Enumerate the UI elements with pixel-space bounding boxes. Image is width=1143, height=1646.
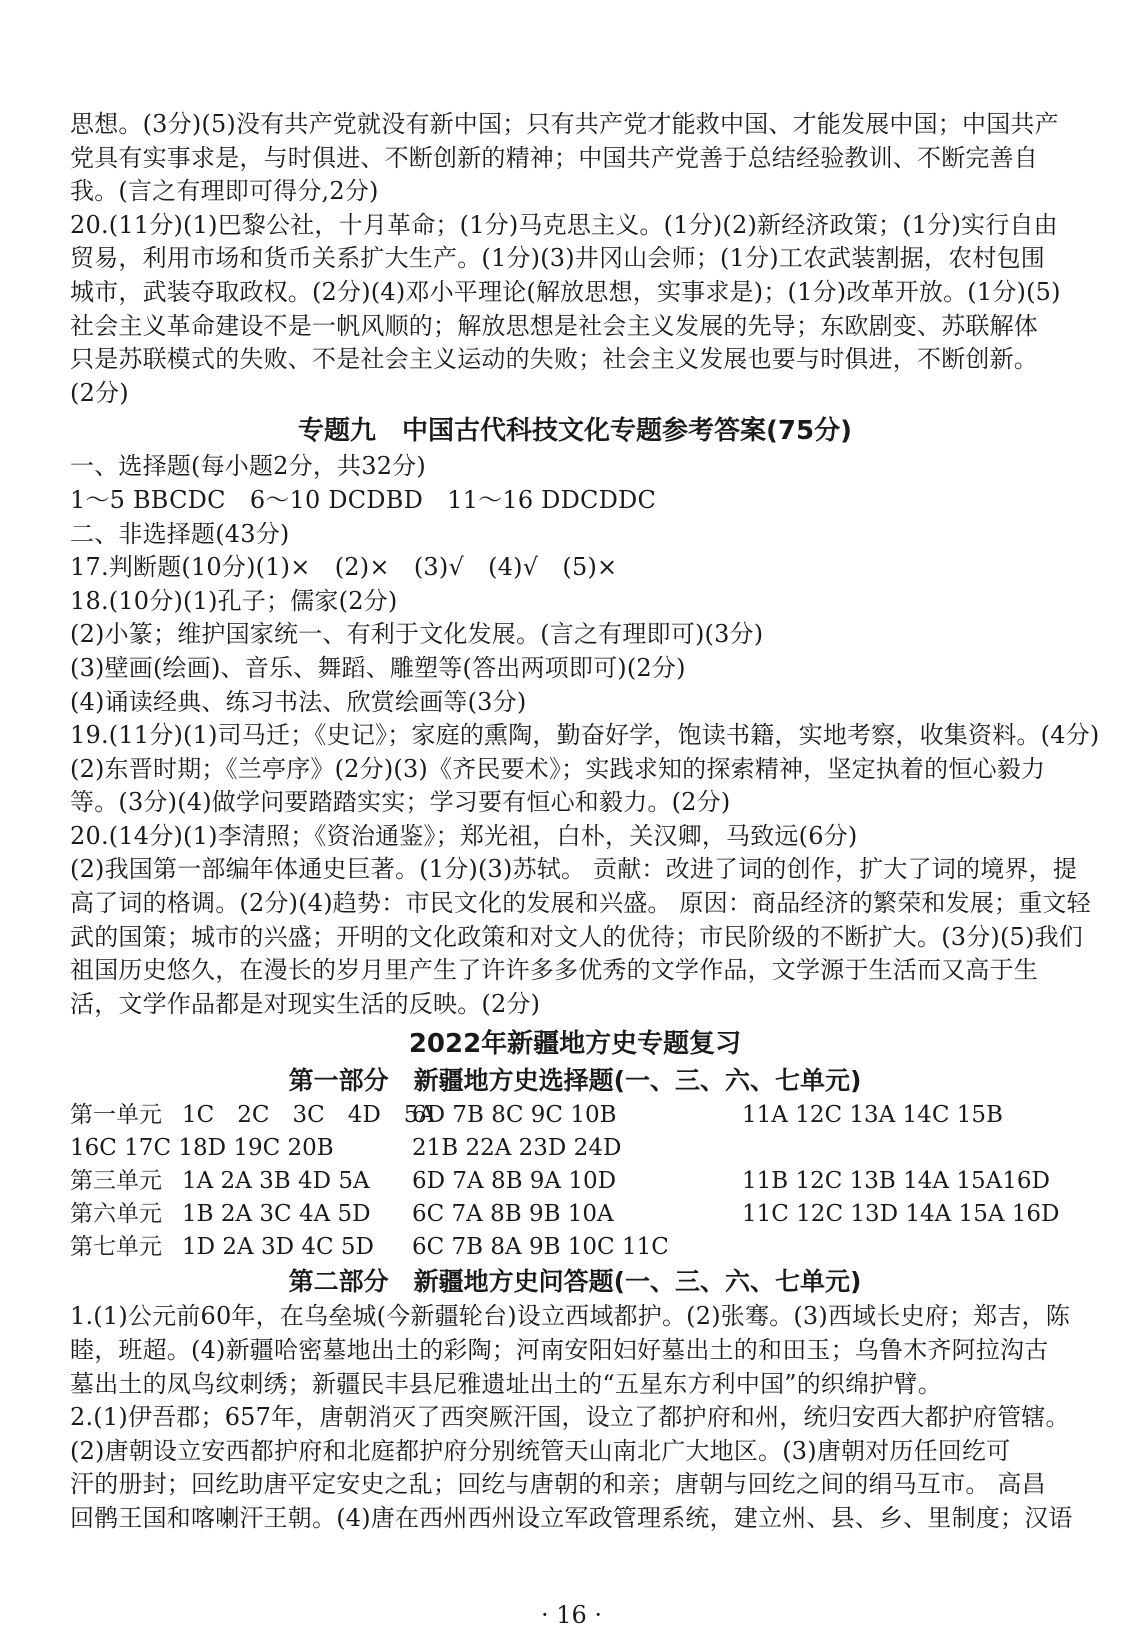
main-title: 2022年新疆地方史专题复习 — [408, 1029, 742, 1060]
text-line: 我。(言之有理即可得分,2分) — [70, 177, 379, 206]
answer-cell: 11B 12C 13B 14A 15A16D — [742, 1168, 1050, 1195]
answer-row — [70, 1132, 1080, 1165]
text-line: (2)小篆；维护国家统一、有利于文化发展。(言之有理即可)(3分) — [70, 620, 764, 649]
answer-cell: 21B 22A 23D 24D — [412, 1135, 622, 1162]
answer-cell: 第六单元 — [70, 1201, 162, 1228]
page-number: · 16 · — [540, 1601, 603, 1629]
text-line: 20.(14分)(1)李清照；《资治通鉴》；郑光祖，白朴，关汉卿，马致远(6分) — [70, 821, 858, 850]
answer-cell: 1B 2A 3C 4A 5D — [182, 1201, 371, 1228]
text-line: 1～5 BBCDC 6～10 DCDBD 11～16 DDCDDC — [70, 485, 657, 514]
answer-block-bottom — [70, 1300, 1080, 1535]
text-line: 党具有实事求是，与时俱进、不断创新的精神；中国共产党善于总结经验教训、不断完善自 — [70, 143, 1038, 172]
text-line: 二、非选择题(43分) — [70, 519, 290, 548]
answer-cell: 第一单元 — [70, 1102, 162, 1129]
text-line: 一、选择题(每小题2分，共32分) — [70, 452, 426, 481]
answer-block-top — [70, 108, 1080, 410]
part1-title: 第一部分 新疆地方史选择题(一、三、六、七单元) — [288, 1066, 862, 1096]
text-line: 社会主义革命建设不是一帆风顺的；解放思想是社会主义发展的先导；东欧剧变、苏联解体 — [70, 311, 1038, 340]
text-line: 睦，班超。(4)新疆哈密墓地出土的彩陶；河南安阳妇好墓出土的和田玉；乌鲁木齐阿拉沟古 — [70, 1336, 1049, 1365]
text-line: (3)壁画(绘画)、音乐、舞蹈、雕塑等(答出两项即可)(2分) — [70, 653, 686, 682]
answer-cell — [742, 1231, 1072, 1264]
answer-block-zhuanti9 — [70, 450, 1100, 1021]
text-line: 汗的册封；回纥助唐平定安史之乱；回纥与唐朝的和亲；唐朝与回纥之间的绢马互市。 高昌 — [70, 1470, 1046, 1499]
text-line: 18.(10分)(1)孔子；儒家(2分) — [70, 586, 398, 615]
answer-cell: 16C 17C 18D 19C 20B — [70, 1135, 334, 1162]
text-line: (4)诵读经典、练习书法、欣赏绘画等(3分) — [70, 687, 527, 716]
text-line: 2.(1)伊吾郡；657年，唐朝消灭了西突厥汗国，设立了都护府和州，统归安西大都护府管辖。 — [70, 1403, 1070, 1432]
text-line: 祖国历史悠久，在漫长的岁月里产生了许许多多优秀的文学作品，文学源于生活而又高于生 — [70, 956, 1038, 985]
text-line: 高了词的格调。(2分)(4)趋势：市民文化的发展和兴盛。 原因：商品经济的繁荣和发展；重文轻 — [70, 889, 1091, 918]
text-line: 17.判断题(10分)(1)× (2)× (3)√ (4)√ (5)× — [70, 553, 618, 582]
text-line: (2)我国第一部编年体通史巨著。(1分)(3)苏轼。 贡献：改进了词的创作，扩大了词的境界，提 — [70, 855, 1078, 884]
answer-cell: 第三单元 — [70, 1168, 162, 1195]
answer-cell: 6C 7B 8A 9B 10C 11C — [412, 1234, 669, 1261]
text-line: 19.(11分)(1)司马迁；《史记》；家庭的熏陶，勤奋好学，饱读书籍，实地考察，收集资料。(4分) — [70, 721, 1100, 750]
text-line: 思想。(3分)(5)没有共产党就没有新中国；只有共产党才能救中国、才能发展中国；中国共产 — [70, 110, 1059, 138]
text-line: (2分) — [70, 378, 129, 407]
text-line: 武的国策；城市的兴盛；开明的文化政策和对文人的优待；市民阶级的不断扩大。(3分)(5)我们 — [70, 922, 1083, 951]
answer-page — [70, 108, 1100, 1536]
answer-cell: 11C 12C 13D 14A 15A 16D — [742, 1201, 1060, 1228]
text-line: 1.(1)公元前60年，在乌垒城(今新疆轮台)设立西域都护。(2)张骞。(3)西域长史府；郑吉，陈 — [70, 1302, 1070, 1331]
text-line: 20.(11分)(1)巴黎公社，十月革命；(1分)马克思主义。(1分)(2)新经济政策；(1分)实行自由 — [70, 210, 1058, 239]
answer-cell: 6D 7A 8B 9A 10D — [412, 1168, 617, 1195]
choice-answer-table — [70, 1099, 1080, 1264]
text-line: (2)东晋时期；《兰亭序》(2分)(3)《齐民要术》；实践求知的探索精神，坚定执着的恒心毅力 — [70, 754, 1046, 783]
text-line: 回鹘王国和喀喇汗王朝。(4)唐在西州西州设立军政管理系统，建立州、县、乡、里制度；汉语 — [70, 1504, 1073, 1532]
answer-cell: 1C 2C 3C 4D 5A — [182, 1102, 436, 1129]
answer-cell: 6D 7B 8C 9C 10B — [412, 1102, 617, 1129]
text-line: 等。(3分)(4)做学问要踏踏实实；学习要有恒心和毅力。(2分) — [70, 788, 731, 817]
part2-title: 第二部分 新疆地方史问答题(一、三、六、七单元) — [288, 1267, 862, 1297]
answer-row — [70, 1231, 1080, 1264]
answer-cell: 11A 12C 13A 14C 15B — [742, 1102, 1003, 1129]
section-title-zhuanti9: 专题九 中国古代科技文化专题参考答案(75分) — [298, 416, 852, 447]
answer-row — [70, 1165, 1080, 1198]
text-line: 墓出土的凤鸟纹刺绣；新疆民丰县尼雅遗址出土的“五星东方利中国”的织绵护臂。 — [70, 1369, 942, 1398]
text-line: 只是苏联模式的失败、不是社会主义运动的失败；社会主义发展也要与时俱进，不断创新。 — [70, 345, 1038, 374]
answer-cell: 1A 2A 3B 4D 5A — [182, 1168, 370, 1195]
text-line: 活，文学作品都是对现实生活的反映。(2分) — [70, 989, 541, 1018]
answer-cell: 1D 2A 3D 4C 5D — [182, 1234, 374, 1261]
answer-row — [70, 1099, 1080, 1132]
text-line: (2)唐朝设立安西都护府和北庭都护府分别统管天山南北广大地区。(3)唐朝对历任回纥可 — [70, 1436, 1011, 1465]
answer-row — [70, 1198, 1080, 1231]
answer-cell — [742, 1132, 1072, 1165]
text-line: 贸易，利用市场和货币关系扩大生产。(1分)(3)井冈山会师；(1分)工农武装割据，农村包围 — [70, 244, 1045, 273]
text-line: 城市，武装夺取政权。(2分)(4)邓小平理论(解放思想，实事求是)；(1分)改革开放。(1分)(5) — [70, 277, 1061, 306]
answer-cell: 6C 7A 8B 9B 10A — [412, 1201, 614, 1228]
answer-cell: 第七单元 — [70, 1234, 162, 1261]
